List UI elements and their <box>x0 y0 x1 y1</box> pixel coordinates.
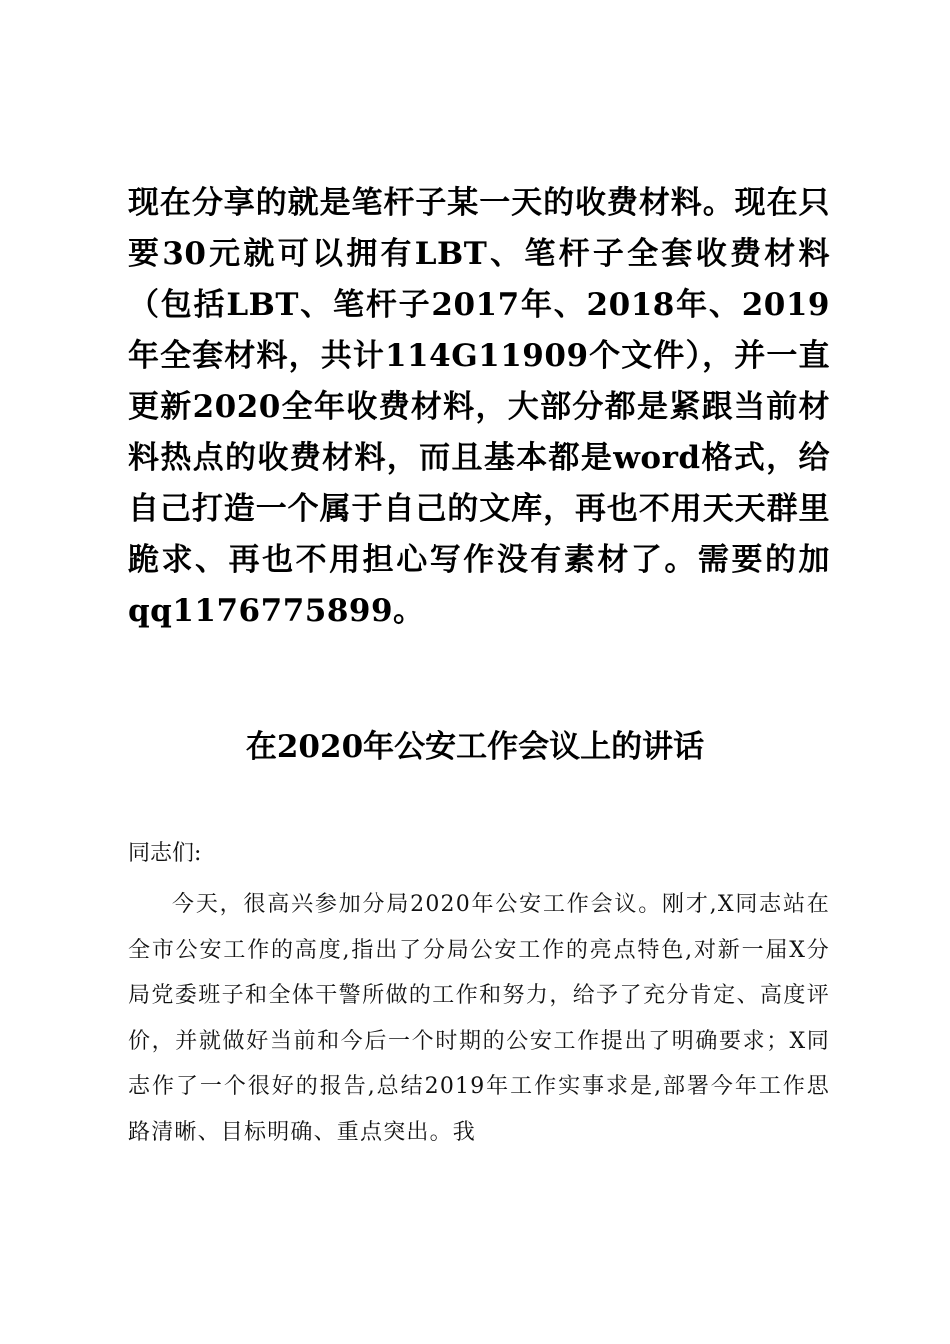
speech-title: 在2020年公安工作会议上的讲话 <box>245 729 705 765</box>
promo-paragraph: 现在分享的就是笔杆子某一天的收费材料。现在只要30元就可以拥有LBT、笔杆子全套收费材料（包括LBT、笔杆子2017年、2018年、2019年全套材料，共计114G11909个文件），并一直更新2020全年收费材料，大部分都是紧跟当前材料热点的收费材料，而且基本都是word格式，给自己打造一个属于自己的文库，再也不用天天群里跪求、再也不用担心写作没有素材了。需要的加qq1176775899。 <box>128 185 830 629</box>
salutation: 同志们: <box>128 841 202 866</box>
body-paragraph: 今天，很高兴参加分局2020年公安工作会议。刚才,X同志站在全市公安工作的高度,指出了分局公安工作的亮点特色,对新一届X分局党委班子和全体干警所做的工作和努力，给予了充分肯定、高度评价，并就做好当前和今后一个时期的公安工作提出了明确要求；X同志作了一个很好的报告,总结2019年工作实事求是,部署今年工作思路清晰、目标明确、重点突出。我 <box>128 892 830 1145</box>
